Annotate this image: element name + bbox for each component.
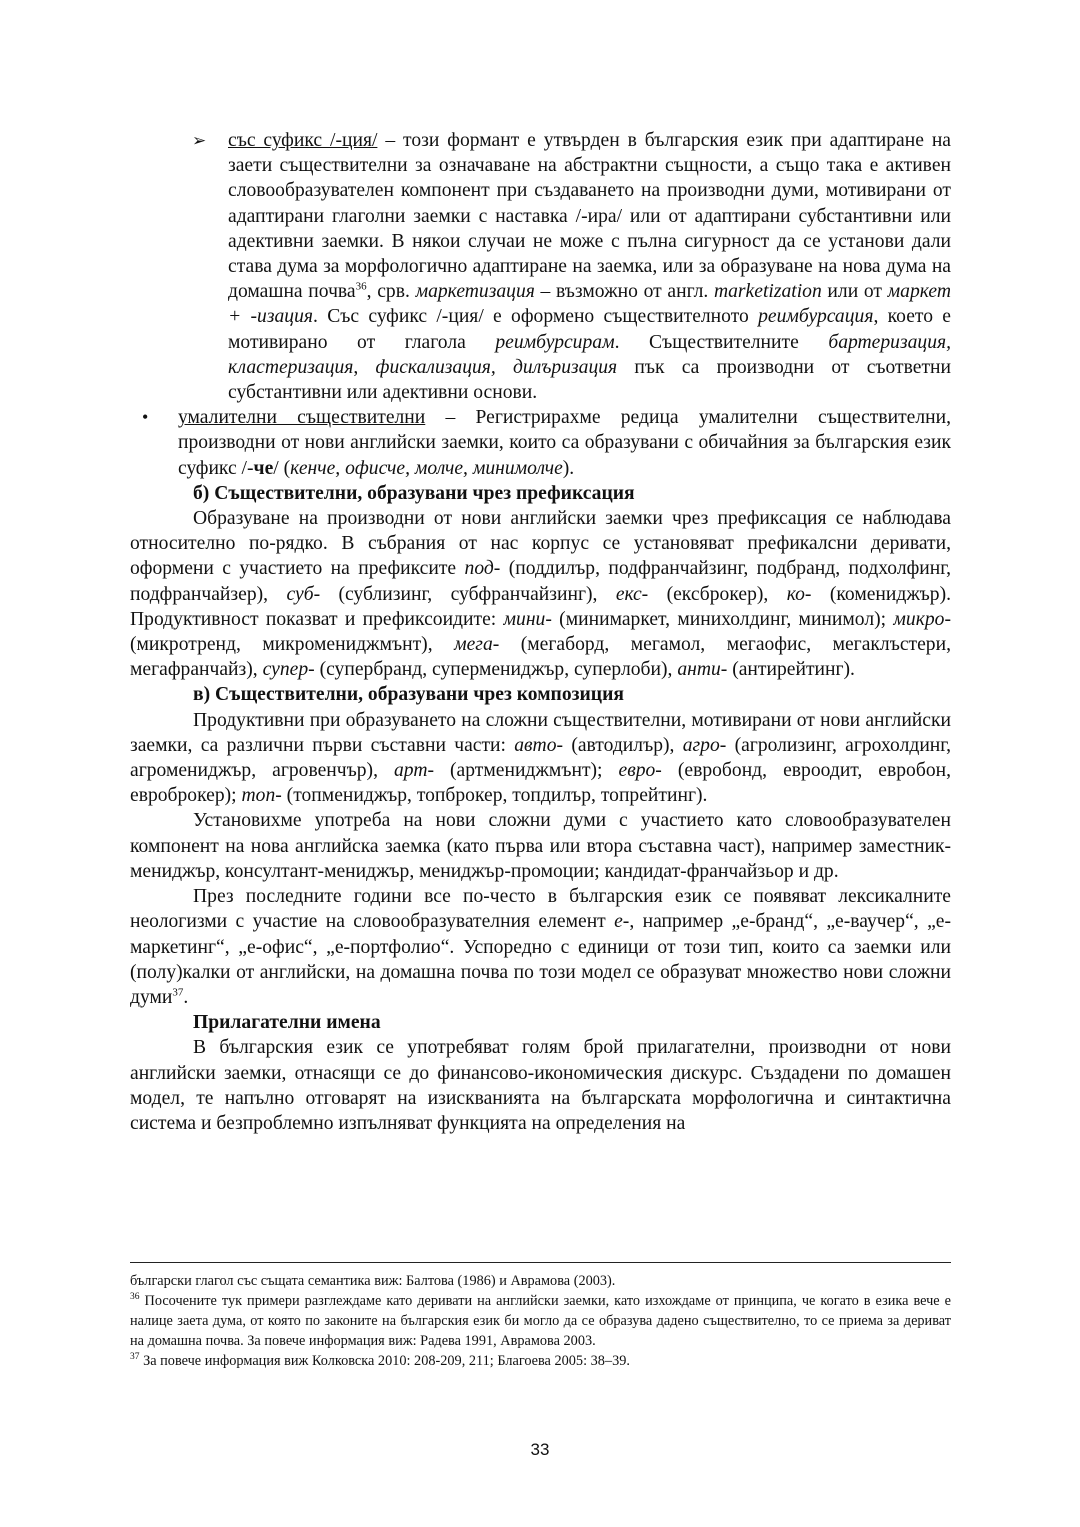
footnote-divider [130,1262,951,1263]
section-heading-composition: в) Съществителни, образувани чрез композиция [193,684,624,706]
disc-bullet-icon: • [142,407,149,428]
footnote-36: $^{36}$ Посочените тук примери разглеждаме като деривати на английски заемки, като изхождаме от принципа, че когато в езика вече е налице заета дума, от която по законите на българския език би могло да се образува дадено съществително, то се приема за дериват на домашна почва. За повече информация виж: Радева 1991, Аврамова 2003. [130,1292,951,1349]
paragraph-composition-1: Продуктивни при образуването на сложни съществителни, мотивирани от нови английски заемки, са различни първи съставни части: авто- (автодилър), агро- (агролизинг, агрохолдинг, агромениджър, агровенчър), арт- (артмениджмънт); евро- (евробонд, евроодит, евробон, евроброкер); топ- (топмениджър, топброкер, топдилър, топрейтинг). [130,709,952,807]
arrow-bullet-icon: ➢ [192,131,207,150]
section-heading-adjectives: Прилагателни имена [193,1012,381,1034]
section-heading-prefixation: б) Съществителни, образувани чрез префиксация [193,482,635,504]
footnotes [130,1271,951,1371]
footnote-37: $^{37}$ За повече информация виж Колковска 2010: 208-209, 211; Благоева 2005: 38–39. [130,1352,630,1369]
paragraph-adjectives: В българския език се употребяват голям брой прилагателни, производни от нови английски заемки, отнасящи се до финансово-икономическия дискурс. Създадени по домашен модел, те напълно отговарят на изискванията на българската морфологична и синтактична система и безпроблемно изпълняват функцията на определения на [130,1037,951,1134]
suffix-tsiya-list-item: ➢ със суфикс /-ция/ – този формант е утвърден в българския език при адаптиране на заети съществителни за означаване на абстрактни същности, а също така е активен словообразувателен компонент при създаването на производни думи, мотивирани от адаптирани глаголни заемки с наставка /-ира/ или от адаптирани субстантивни или адективни заемки. В някои случаи не може с пълна сигурност да се установи дали става дума за морфологично адаптиране на заемка, или за образуване на нова дума на домашна почва$^{36}$, срв. маркетизация – възможно от англ. marketization или от маркет + -изация. Със суфикс /-ция/ е оформено съществителното реимбурсация, което е мотивирано от глагола реимбурсирам. Съществителните бартеризация, кластеризация, фискализация, дилъризация пък са производни от съответни субстантивни или адективни основи. [192,130,952,404]
page-number: 33 [530,1440,550,1459]
paragraph-composition-2: Установихме употреба на нови сложни думи с участието като словообразувателен компонент на нова английска заемка (като първа или втора съставна част), например заместник-мениджър, консултант-мениджър, мениджър-промоции; кандидат-франчайзьор и др. [130,810,951,882]
footnote-ref-37[interactable]: 37 [172,986,184,999]
term-diminutive-nouns: умалителни съществителни [178,407,426,429]
term-suffix-tsiya: със суфикс /-ция/ [228,130,378,151]
footnote-continuation: български глагол със същата семантика виж: Балтова (1986) и Аврамова (2003). [130,1273,616,1289]
paragraph-prefixation: Образуване на производни от нови английски заемки чрез префиксация се наблюдава относително по-рядко. В събрания от нас корпус се установяват префикалсни деривати, оформени с участието на префиксите под- (поддилър, подфранчайзинг, подбранд, подхолфинг, подфранчайзер), суб- (сублизинг, субфранчайзинг), екс- (ексброкер), ко- (комениджър). Продуктивност показват и префиксоидите: мини- (минимаркет, минихолдинг, минимол); микро- (микротренд, микромениджмънт), мега- (мегаборд, мегамол, мегаофис, мегаклъстери, мегафранчайз), супер- (супербранд, супермениджър, суперлоби), анти- (антирейтинг). [130,508,951,681]
footnote-ref-36[interactable]: 36 [355,280,367,293]
paragraph-e-element: През последните години все по-често в българския език се появяват лексикалните неологизми с участие на словообразувателния елемент е-, например „е-бранд“, „е-ваучер“, „е-маркетинг“, „е-офис“, „е-портфолио“. Успоредно с единици от този тип, които са заемки или (полу)калки от английски, на домашна почва по този модел се образуват множество нови сложни думи$^{37}$. [130,886,951,1008]
main-text [130,128,951,1136]
diminutive-nouns-list-item: • умалителни съществителни – Регистрирахме редица умалителни съществителни, производни от нови английски заемки, които са образувани с обичайния за българския език суфикс /-че/ (кенче, офисче, молче, минимолче). [142,407,952,479]
